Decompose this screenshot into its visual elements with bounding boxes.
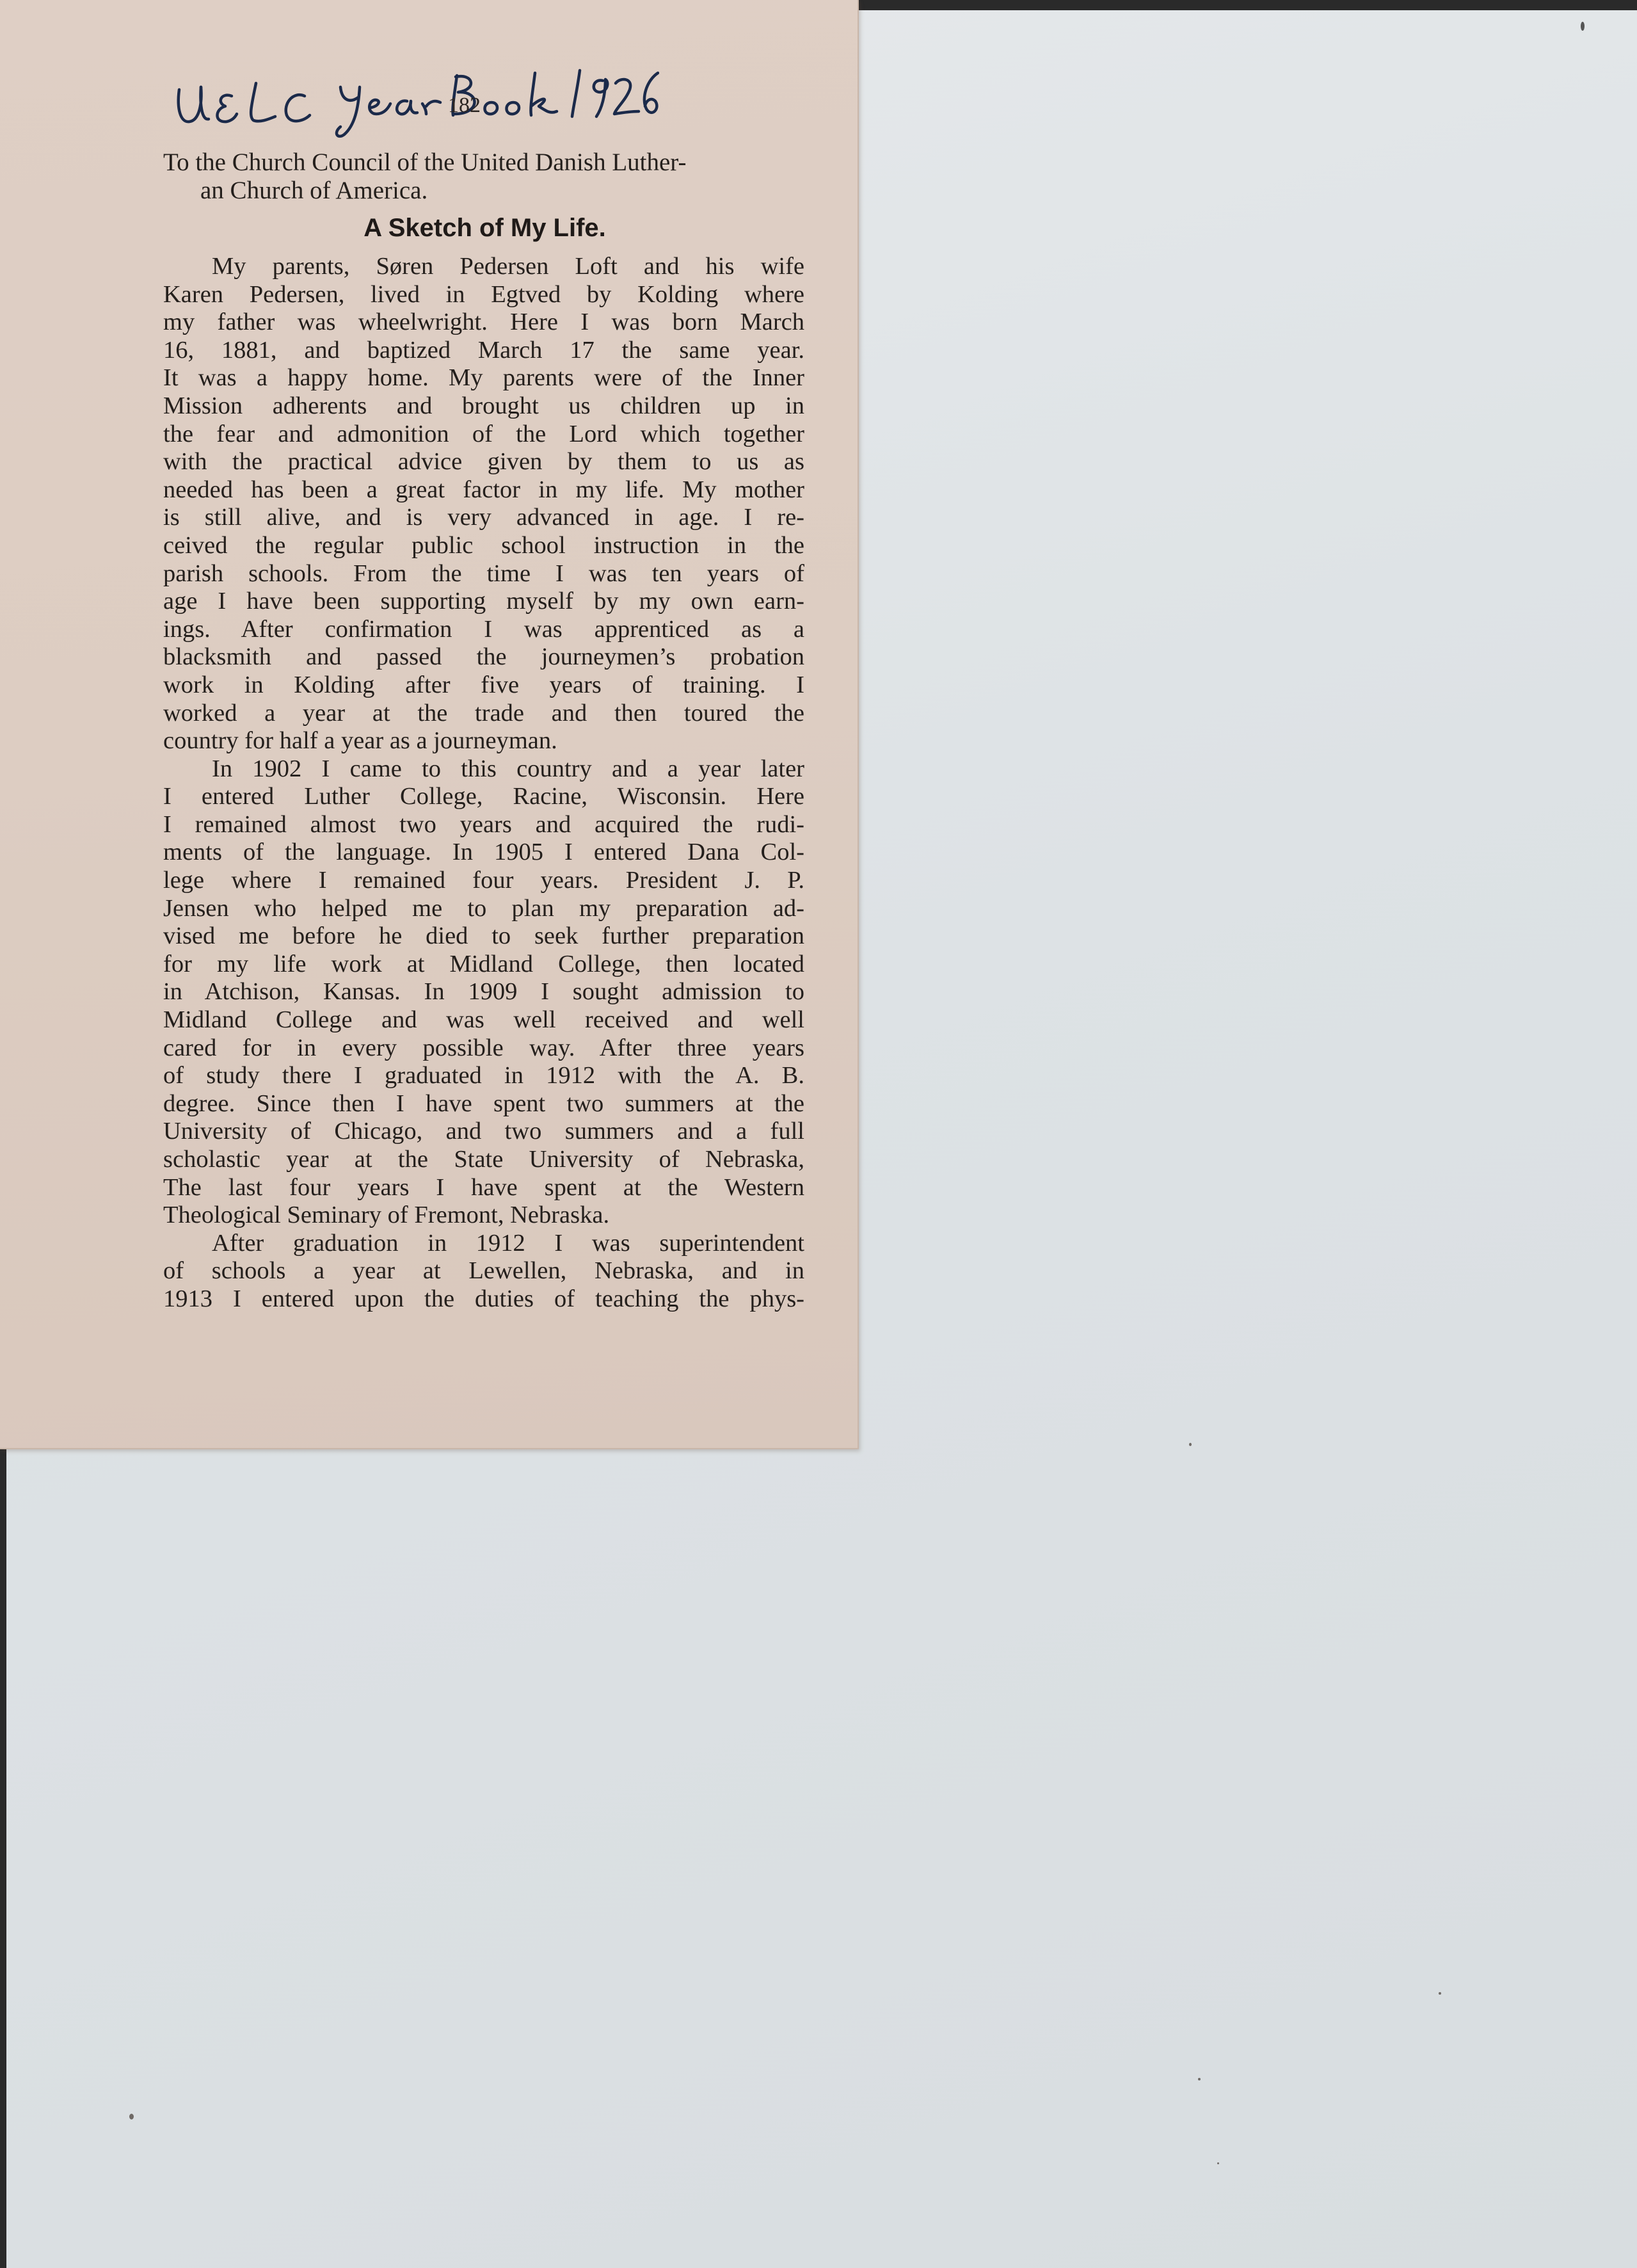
article-line: age I have been supporting myself by my own earn- [163,588,804,615]
article-line: ceived the regular public school instruction in the [163,531,804,559]
article-line: of study there I graduated in 1912 with the A. B. [163,1062,804,1090]
article-line: In 1902 I came to this country and a year later [212,755,804,782]
article-line: needed has been a great factor in my life. My mother [163,476,804,503]
article-line: Karen Pedersen, lived in Egtved by Kolding where [163,280,804,308]
scan-edge-left [0,1447,6,2268]
address-line [163,149,806,205]
article-line: lege where I remained four years. President J. P. [163,867,804,894]
article-line: of schools a year at Lewellen, Nebraska, and in [163,1257,804,1285]
article-line: I entered Luther College, Racine, Wisconsin. Here [163,783,804,810]
article-line: Midland College and was well received and well [163,1006,804,1034]
article-line: Jensen who helped me to plan my preparation ad- [163,894,804,922]
article-line: my father was wheelwright. Here I was born March [163,309,804,336]
scan-speck [1581,22,1585,31]
article-line: parish schools. From the time I was ten years of [163,559,804,587]
scan-speck [1189,1443,1192,1446]
handwritten-note-drawing [173,45,659,141]
page-number: 182 [448,93,481,117]
article-line: vised me before he died to seek further preparation [163,922,804,950]
article-line: in Atchison, Kansas. In 1909 I sought admission to [163,978,804,1006]
address-line-2: an Church of America. [200,177,428,204]
article-line: the fear and admonition of the Lord which together [163,420,804,447]
article-line: 1913 I entered upon the duties of teaching the phys- [163,1285,804,1312]
article-line: work in Kolding after five years of training. I [163,671,804,698]
article-title: A Sketch of My Life. [363,214,606,242]
article-body [163,253,804,1314]
article-line: Mission adherents and brought us children up in [163,392,804,419]
article-line: 16, 1881, and baptized March 17 the same year. [163,336,804,364]
article-line: scholastic year at the State University of Nebraska, [163,1146,804,1173]
article-line: After graduation in 1912 I was superintendent [212,1229,804,1257]
article-line: for my life work at Midland College, then located [163,950,804,977]
article-line: I remained almost two years and acquired the rudi- [163,810,804,838]
article-line: ments of the language. In 1905 I entered Dana Col- [163,839,804,866]
scan-speck [1217,2162,1219,2164]
article-line: ings. After confirmation I was apprenticed as a [163,615,804,643]
article-line: The last four years I have spent at the Western [163,1173,804,1201]
scan-edge-top [851,0,1637,10]
newspaper-clipping [0,0,859,1449]
article-line: country for half a year as a journeyman. [163,727,557,755]
article-line: is still alive, and is very advanced in age. I re- [163,504,804,531]
scan-speck [1198,2078,1201,2080]
article-line: blacksmith and passed the journeymen’s probation [163,643,804,671]
article-line: My parents, Søren Pedersen Loft and his wife [212,253,804,280]
article-line: University of Chicago, and two summers and a full [163,1118,804,1145]
article-line: with the practical advice given by them to us as [163,448,804,476]
article-line: It was a happy home. My parents were of the Inner [163,364,804,392]
scan-speck [1439,1992,1441,1995]
article-line: Theological Seminary of Fremont, Nebraska. [163,1202,610,1229]
scan-speck [129,2114,134,2119]
address-line-1: To the Church Council of the United Danish Luther- [163,149,687,176]
handwritten-note [173,45,659,141]
article-line: degree. Since then I have spent two summers at the [163,1090,804,1117]
article-line: worked a year at the trade and then toured the [163,699,804,727]
article-line: cared for in every possible way. After three years [163,1034,804,1061]
